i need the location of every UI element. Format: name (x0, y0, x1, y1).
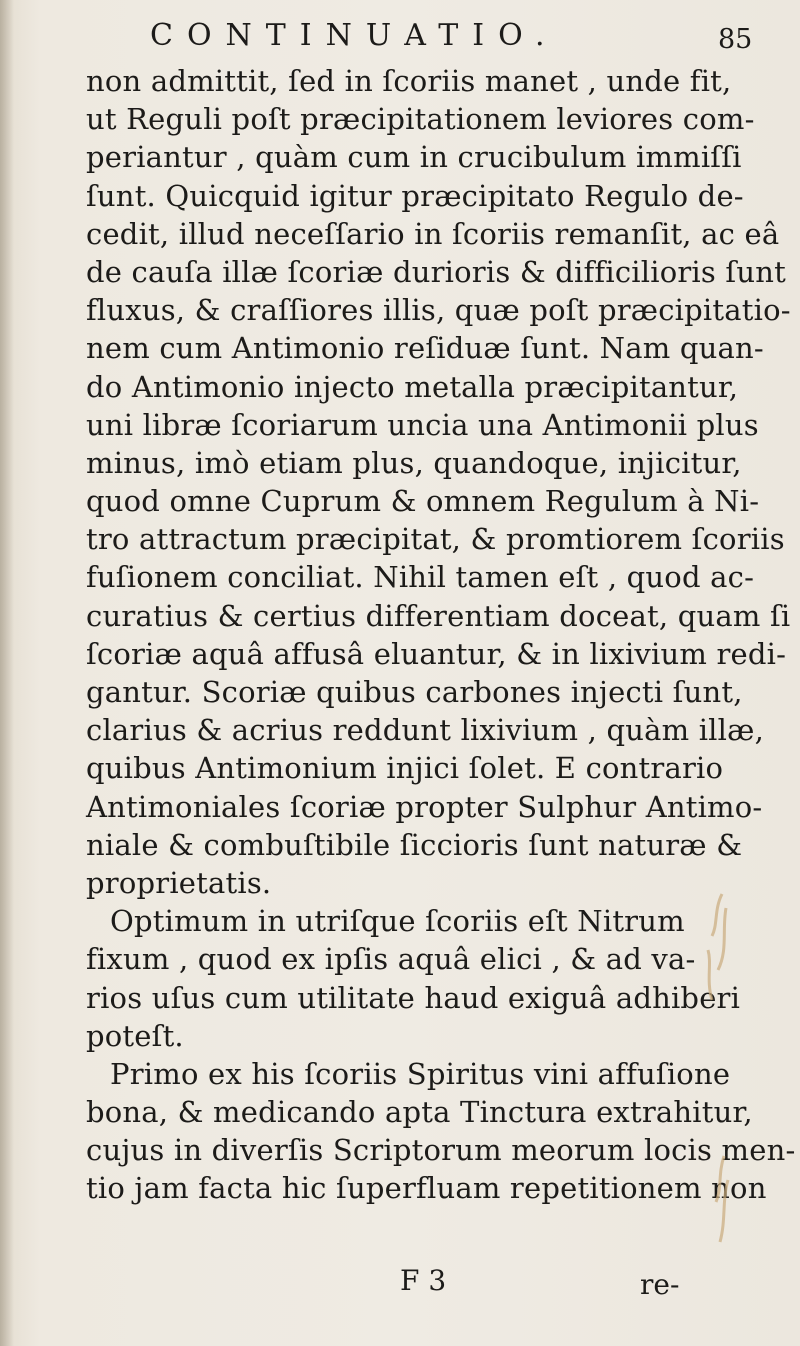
catchword: re- (640, 1268, 680, 1301)
text-line: rios uſus cum utilitate haud exiguâ adhiberi (86, 980, 741, 1015)
text-line: ut Reguli poſt præcipitationem leviores com- (86, 102, 755, 137)
text-line: cujus in diverſis Scriptorum meorum locis men- (86, 1133, 796, 1168)
text-line: gantur. Scoriæ quibus carbones injecti ſunt, (86, 675, 743, 709)
marginal-stain-mark (692, 890, 742, 1010)
text-line: fixum , quod ex ipſis aquâ elici , & ad va- (86, 942, 696, 977)
text-line: quibus Antimonium injici ſolet. E contrario (86, 751, 724, 786)
paragraph-start-line: Primo ex his ſcoriis Spiritus vini affuſione (110, 1056, 731, 1091)
text-line: uni libræ ſcoriarum uncia una Antimonii plus (86, 407, 759, 442)
text-line: cedit, illud neceſſario in ſcoriis remanſit, ac eâ (86, 216, 780, 251)
paragraph-start-line: Optimum in utriſque ſcoriis eſt Nitrum (110, 904, 685, 939)
binding-shadow (0, 0, 14, 1346)
text-line: tio jam facta hic ſuperfluam repetitionem non (86, 1171, 767, 1206)
page-number: 85 (718, 24, 753, 55)
text-line: ſunt. Quicquid igitur præcipitato Regulo de- (86, 178, 744, 213)
text-line: do Antimonio injecto metalla præcipitantur, (86, 369, 739, 404)
text-line: minus, imò etiam plus, quandoque, injicitur, (86, 445, 742, 480)
text-line: fluxus, & craſſiores illis, quæ poſt præcipitatio- (86, 293, 791, 328)
body-text (86, 62, 798, 1208)
text-line: poteſt. (86, 1018, 184, 1053)
text-line: periantur , quàm cum in crucibulum immiſſi (86, 140, 742, 175)
text-line: de cauſa illæ ſcoriæ durioris & difficilioris ſunt (86, 254, 786, 289)
text-line: proprietatis. (86, 865, 272, 900)
text-line: bona, & medicando apta Tinctura extrahitur, (86, 1095, 753, 1130)
text-line: non admittit, ſed in ſcoriis manet , unde fit, (86, 64, 732, 98)
page-header (150, 14, 753, 60)
text-line: ſcoriæ aquâ affusâ eluantur, & in lixivium redi- (86, 636, 787, 671)
text-line: fuſionem conciliat. Nihil tamen eſt , quod ac- (86, 560, 755, 595)
text-line: tro attractum præcipitat, & promtiorem ſcoriis (86, 522, 785, 557)
marginal-stain-mark (692, 1150, 742, 1270)
text-line: curatius & certius differentiam doceat, quam ſi (86, 598, 791, 633)
running-head: CONTINUATIO. (150, 18, 559, 53)
text-line: niale & combuſtibile ſiccioris ſunt naturæ & (86, 827, 743, 862)
text-line: quod omne Cuprum & omnem Regulum à Ni- (86, 484, 760, 519)
signature-mark: F 3 (400, 1264, 447, 1297)
text-line: clarius & acrius reddunt lixivium , quàm illæ, (86, 713, 764, 748)
text-line: Antimoniales ſcoriæ propter Sulphur Antimo- (86, 789, 763, 824)
text-line: nem cum Antimonio reſiduæ ſunt. Nam quan- (86, 331, 764, 366)
page-footer (0, 1264, 800, 1304)
